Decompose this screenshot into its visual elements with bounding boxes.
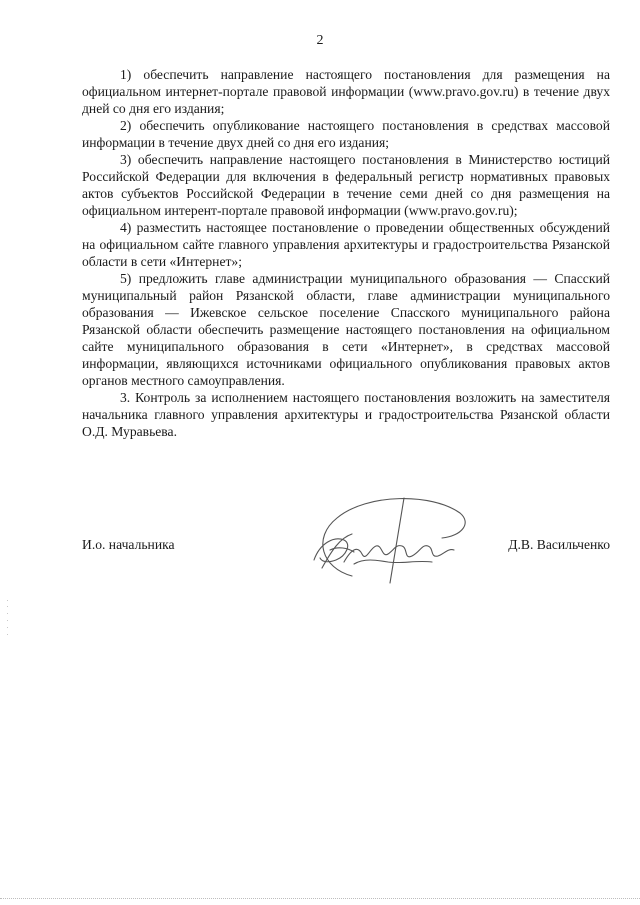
signatory-name: Д.В. Васильченко	[508, 537, 610, 552]
signature-block	[82, 537, 610, 557]
paragraph-item-1: 1) обеспечить направление настоящего постановления для размещения на официальном интернет-портале правовой информации (www.pravo.gov.ru) в течение двух дней со дня его издания;	[82, 67, 610, 116]
paragraph-item-5: 5) предложить главе администрации муниципального образования — Спасский муниципальный район Рязанской области, главе администрации муниципального образования — Ижевское сельское поселение Спасского муниципального района Рязанской области обеспечить размещение настоящего постановления на официальном сайте муниципального образования в сети «Интернет», в средствах массовой информации, являющихся источниками официального опубликования правовых актов органов местного самоуправления.	[82, 271, 610, 388]
paragraph-item-2: 2) обеспечить опубликование настоящего постановления в средствах массовой информации в течение двух дней со дня его издания;	[82, 118, 610, 150]
paragraph-control-clause: 3. Контроль за исполнением настоящего постановления возложить на заместителя начальника главного управления архитектуры и градостроительства Рязанской области О.Д. Муравьева.	[82, 390, 610, 439]
signatory-position: И.о. начальника	[82, 537, 175, 552]
scan-bottom-edge	[0, 898, 640, 900]
paragraph-item-4: 4) разместить настоящее постановление о проведении общественных обсуждений на официальном сайте главного управления архитектуры и градостроительства Рязанской области в сети «Интернет»;	[82, 220, 610, 269]
document-body	[82, 66, 610, 440]
page-number: 2	[316, 33, 324, 48]
paragraph-item-3: 3) обеспечить направление настоящего постановления в Министерство юстиций Российской Федерации для включения в федеральный регистр нормативных правовых актов субъектов Российской Федерации в течение семи дней со дня размещения на официальном интерент-портале правовой информации (www.pravo.gov.ru);	[82, 152, 610, 218]
scan-margin-marks	[6, 600, 10, 640]
